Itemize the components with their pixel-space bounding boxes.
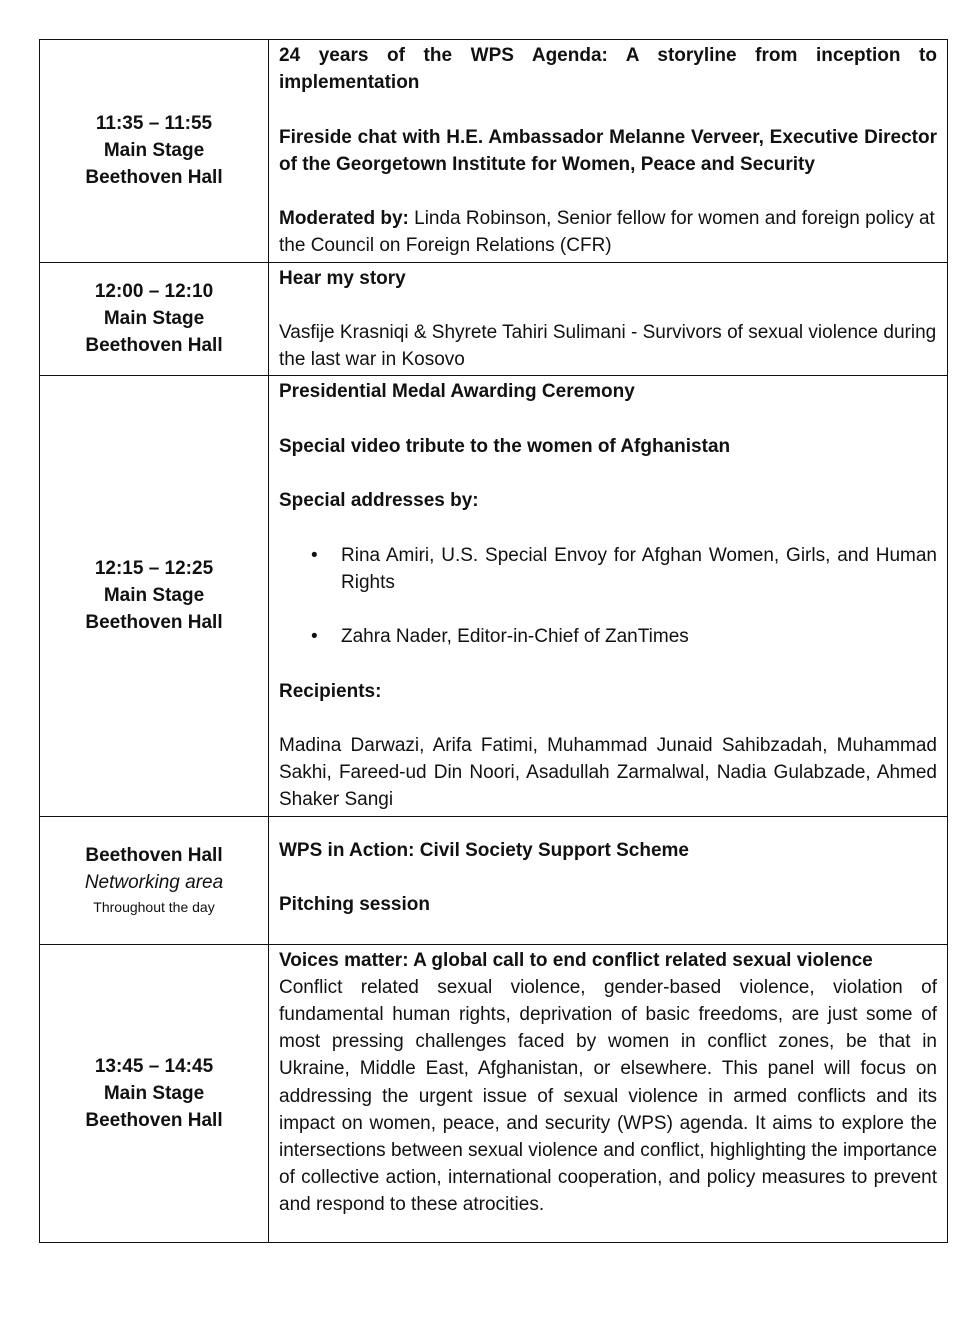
list-item: • Zahra Nader, Editor-in-Chief of ZanTimes [341, 623, 937, 650]
session-title: 24 years of the WPS Agenda: A storyline from inception to implementation [279, 45, 937, 94]
moderator-text: Linda Robinson, Senior fellow for women and foreign policy at the Council on Foreign Relations (CFR) [279, 208, 935, 257]
session-area: Networking area [84, 872, 224, 894]
recipients-label: Recipients: [279, 680, 382, 702]
session-details-cell [269, 816, 948, 944]
list-item: • Rina Amiri, U.S. Special Envoy for Afghan Women, Girls, and Human Rights [341, 542, 937, 596]
session-title: WPS in Action: Civil Society Support Scheme [279, 839, 689, 861]
table-row [40, 262, 948, 376]
addresses-label: Special addresses by: [279, 490, 479, 512]
addresses-list [279, 542, 937, 651]
session-time: 12:15 – 12:25 [94, 558, 214, 580]
session-details-cell [269, 944, 948, 1242]
session-time-cell [40, 376, 269, 816]
session-time-cell [40, 262, 269, 376]
session-details-cell [269, 376, 948, 816]
session-subtitle: Pitching session [279, 893, 430, 915]
session-subtitle: Fireside chat with H.E. Ambassador Melanne Verveer, Executive Director of the Georgetown Institute for Women, Peace and Security [279, 126, 937, 175]
session-note: Throughout the day [93, 899, 215, 916]
session-time-cell [40, 944, 269, 1242]
session-venue: Beethoven Hall [85, 1109, 223, 1131]
session-details-cell [269, 262, 948, 376]
table-row [40, 944, 948, 1242]
session-time: 13:45 – 14:45 [94, 1055, 214, 1077]
session-title: Presidential Medal Awarding Ceremony [279, 381, 635, 403]
session-stage: Main Stage [103, 1082, 205, 1104]
moderator-label: Moderated by: [279, 208, 409, 230]
session-venue: Beethoven Hall [85, 335, 223, 357]
recipients-text: Madina Darwazi, Arifa Fatimi, Muhammad Junaid Sahibzadah, Muhammad Sakhi, Fareed-ud Din Noori, Asadullah Zarmalwal, Nadia Gulabzade, Ahmed Shaker Sangi [279, 734, 937, 811]
session-time: 11:35 – 11:55 [95, 113, 213, 135]
session-subtitle: Special video tribute to the women of Afghanistan [279, 435, 731, 457]
session-details-cell [269, 40, 948, 263]
session-time-cell [40, 816, 269, 944]
agenda-table [39, 39, 948, 1243]
moderator-line [279, 205, 937, 259]
session-time: 12:00 – 12:10 [94, 281, 214, 303]
session-title: Voices matter: A global call to end conflict related sexual violence [279, 949, 873, 971]
session-text: Conflict related sexual violence, gender-based violence, violation of fundamental human rights, deprivation of basic freedoms, are just some of most pressing challenges faced by women in conflict zones, be that in Ukraine, Middle East, Afghanistan, or elsewhere. This panel will focus on addressing the urgent issue of sexual violence in armed conflicts and its impact on women, peace, and security (WPS) agenda. It aims to explore the intersections between sexual violence and conflict, highlighting the importance of collective action, international cooperation, and policy measures to prevent and respond to these atrocities. [279, 976, 938, 1216]
session-venue: Beethoven Hall [85, 845, 223, 867]
session-time-cell [40, 40, 269, 263]
session-venue: Beethoven Hall [85, 612, 223, 634]
session-text: Vasfije Krasniqi & Shyrete Tahiri Sulimani - Survivors of sexual violence during the last war in Kosovo [279, 321, 937, 371]
session-venue: Beethoven Hall [85, 167, 223, 189]
session-stage: Main Stage [103, 140, 205, 162]
table-row [40, 816, 948, 944]
table-row [40, 376, 948, 816]
session-title: Hear my story [279, 267, 406, 289]
session-stage: Main Stage [103, 585, 205, 607]
table-row [40, 40, 948, 263]
session-stage: Main Stage [103, 308, 205, 330]
